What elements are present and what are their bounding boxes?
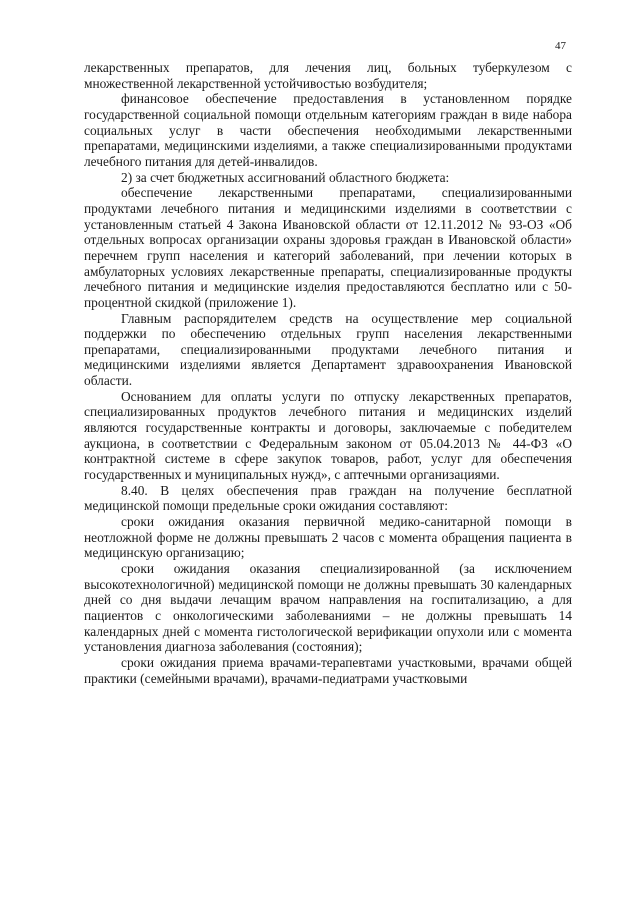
paragraph: сроки ожидания оказания специализированной (за исключением высокотехнологичной) медицинской помощи не должны превышать 30 календарных дней со дня выдачи лечащим врачом направления на госпитализацию, а для пациентов с онкологическими заболеваниями – не должны превышать 14 календарных дней с момента гистологической верификации опухоли или с момента установления диагноза заболевания (состояния); (84, 561, 572, 655)
document-body (84, 60, 572, 686)
paragraph: 8.40. В целях обеспечения прав граждан на получение бесплатной медицинской помощи предельные сроки ожидания составляют: (84, 482, 572, 514)
paragraph: Главным распорядителем средств на осуществление мер социальной поддержки по обеспечению отдельных групп населения лекарственными препаратами, специализированными продуктами лечебного питания и медицинскими изделиями является Департамент здравоохранения Ивановской области. (84, 310, 572, 389)
page-number: 47 (555, 40, 566, 52)
paragraph: финансовое обеспечение предоставления в установленном порядке государственной социальной помощи отдельным категориям граждан в виде набора социальных услуг в части обеспечения необходимыми лекарственными препаратами, медицинскими изделиями, а также специализированными продуктами лечебного питания для детей-инвалидов. (84, 91, 572, 169)
paragraph: сроки ожидания приема врачами-терапевтами участковыми, врачами общей практики (семейными врачами), врачами-педиатрами участковыми (84, 654, 572, 686)
paragraph: обеспечение лекарственными препаратами, специализированными продуктами лечебного питания и медицинскими изделиями в соответствии с установленным статьей 4 Закона Ивановской области от 12.11.2012 № 93-ОЗ «Об отдельных вопросах организации охраны здоровья граждан в Ивановской области» перечнем групп населения и категорий заболеваний, при лечении которых в амбулаторных условиях лекарственные препараты, специализированные продукты лечебного питания и медицинские изделия предоставляются бесплатно или с 50-процентной скидкой (приложение 1). (84, 185, 572, 310)
paragraph: 2) за счет бюджетных ассигнований областного бюджета: (121, 169, 450, 185)
paragraph: лекарственных препаратов, для лечения лиц, больных туберкулезом с множественной лекарственной устойчивостью возбудителя; (84, 60, 572, 91)
paragraph: Основанием для оплаты услуги по отпуску лекарственных препаратов, специализированных продуктов лечебного питания и медицинских изделий являются государственные контракты и договоры, заключаемые с победителем аукциона, в соответствии с Федеральным законом от 05.04.2013 № 44-ФЗ «О контрактной системе в сфере закупок товаров, работ, услуг для обеспечения государственных и муниципальных нужд», с аптечными организациями. (84, 388, 572, 483)
paragraph: сроки ожидания оказания первичной медико-санитарной помощи в неотложной форме не должны превышать 2 часов с момента обращения пациента в медицинскую организацию; (84, 514, 572, 561)
